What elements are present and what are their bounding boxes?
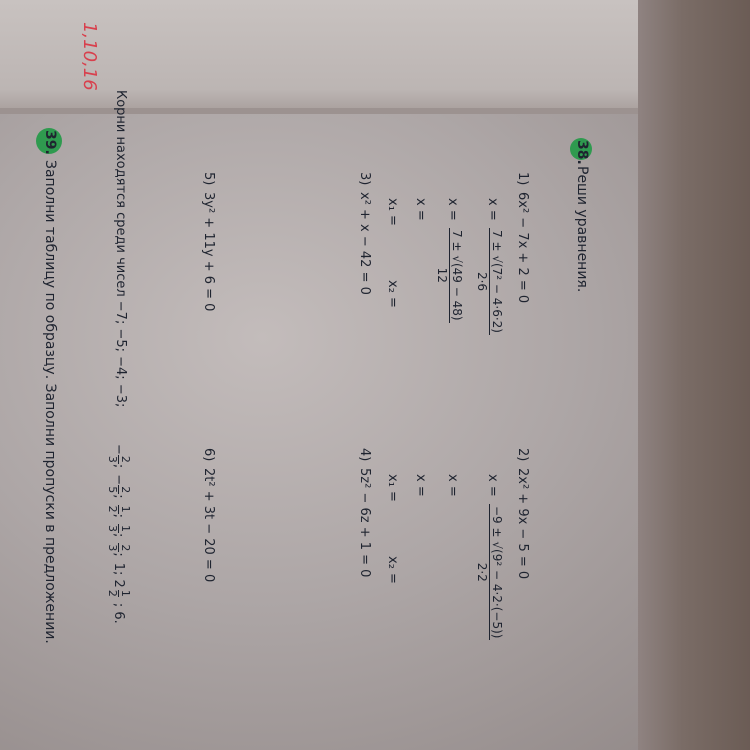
eq2-equation: 2x² + 9x − 5 = 0: [515, 468, 530, 580]
root-fraction: [107, 474, 132, 498]
root-fraction-den: 2: [106, 505, 120, 513]
eq1-step1-den: 2·6: [475, 271, 489, 292]
root-fraction-num: 2: [119, 486, 133, 494]
root-fraction-num: 1: [119, 505, 133, 513]
root-separator: ;: [111, 463, 127, 469]
task-39-title: Заполни таблицу по образцу. Заполни пропуски в предложении.: [42, 160, 58, 644]
eq2-label: 2): [515, 448, 530, 462]
root-fraction-num: 2: [119, 455, 133, 463]
roots-mixed-num: 1: [119, 589, 133, 597]
eq1-step2-den: 12: [435, 267, 449, 283]
eq1-step2: [435, 228, 464, 323]
eq3-equation: x² + x − 42 = 0: [357, 192, 372, 295]
eq1-x-prefix: x =: [485, 198, 500, 221]
roots-mixed-den: 2: [106, 589, 120, 597]
eq3-label: 3): [357, 172, 372, 186]
eq2-x-blank-2: x =: [413, 474, 428, 497]
eq1-x2: x₂ =: [385, 280, 400, 308]
root-fraction-den: 3: [106, 544, 120, 552]
eq2-x1: x₁ =: [385, 474, 400, 502]
roots-fractions: [102, 444, 136, 624]
eq2-step1-num: −9 ± √(9² − 4·2·(−5)): [490, 506, 504, 639]
root-fraction-den: 3: [106, 524, 120, 532]
eq6-label: 6): [201, 448, 216, 462]
handwritten-pages: 1,10,16: [79, 22, 100, 91]
task-39-number: 39.: [42, 130, 58, 155]
eq5-equation: 3y² + 11y + 6 = 0: [201, 192, 216, 312]
root-separator: ;: [111, 513, 127, 518]
root-separator: ;: [111, 552, 127, 557]
eq1-x-blank: x =: [413, 198, 428, 221]
eq1-label: 1): [515, 172, 530, 186]
eq1-x-prefix-2: x =: [445, 198, 460, 221]
task-38-number: 38.: [574, 140, 590, 165]
eq2-step1: [475, 504, 504, 640]
root-fraction: [107, 444, 132, 468]
eq6-equation: 2t² + 3t − 20 = 0: [201, 468, 216, 583]
root-fraction-num: 1: [119, 524, 133, 532]
eq2-x2: x₂ =: [385, 556, 400, 584]
roots-tail-2: ; 6.: [111, 602, 127, 624]
root-fraction-den: 3: [106, 455, 120, 463]
eq1-step1: [475, 228, 504, 335]
task-38-title: Реши уравнения.: [574, 166, 590, 293]
root-fraction-den: 5: [106, 486, 120, 494]
root-separator: ;: [111, 532, 127, 538]
root-fraction: [107, 505, 132, 518]
eq4-equation: 5z² − 6z + 1 = 0: [357, 468, 372, 578]
eq4-label: 4): [357, 448, 372, 462]
eq1-x1: x₁ =: [385, 198, 400, 226]
eq1-equation: 6x² − 7x + 2 = 0: [515, 192, 530, 304]
eq2-step1-den: 2·2: [475, 562, 489, 582]
roots-tail-1: 1; 2: [111, 562, 127, 588]
root-separator: ;: [111, 494, 127, 499]
eq5-label: 5): [201, 172, 216, 186]
root-fraction: [107, 543, 132, 556]
root-fraction-sign: −: [111, 444, 127, 455]
root-fraction: [107, 524, 132, 537]
roots-mixed-fraction: [107, 590, 132, 597]
eq2-x-prefix: x =: [485, 474, 500, 497]
eq1-step2-num: 7 ± √(49 − 48): [450, 230, 464, 321]
roots-hint-text: Корни находятся среди чисел −7; −5; −4; −3;: [113, 90, 128, 408]
root-fraction-sign: −: [111, 474, 127, 486]
root-fraction-num: 2: [119, 544, 133, 552]
eq2-x-blank-1: x =: [445, 474, 460, 497]
eq1-step1-num: 7 ± √(7² − 4·6·2): [490, 230, 504, 333]
